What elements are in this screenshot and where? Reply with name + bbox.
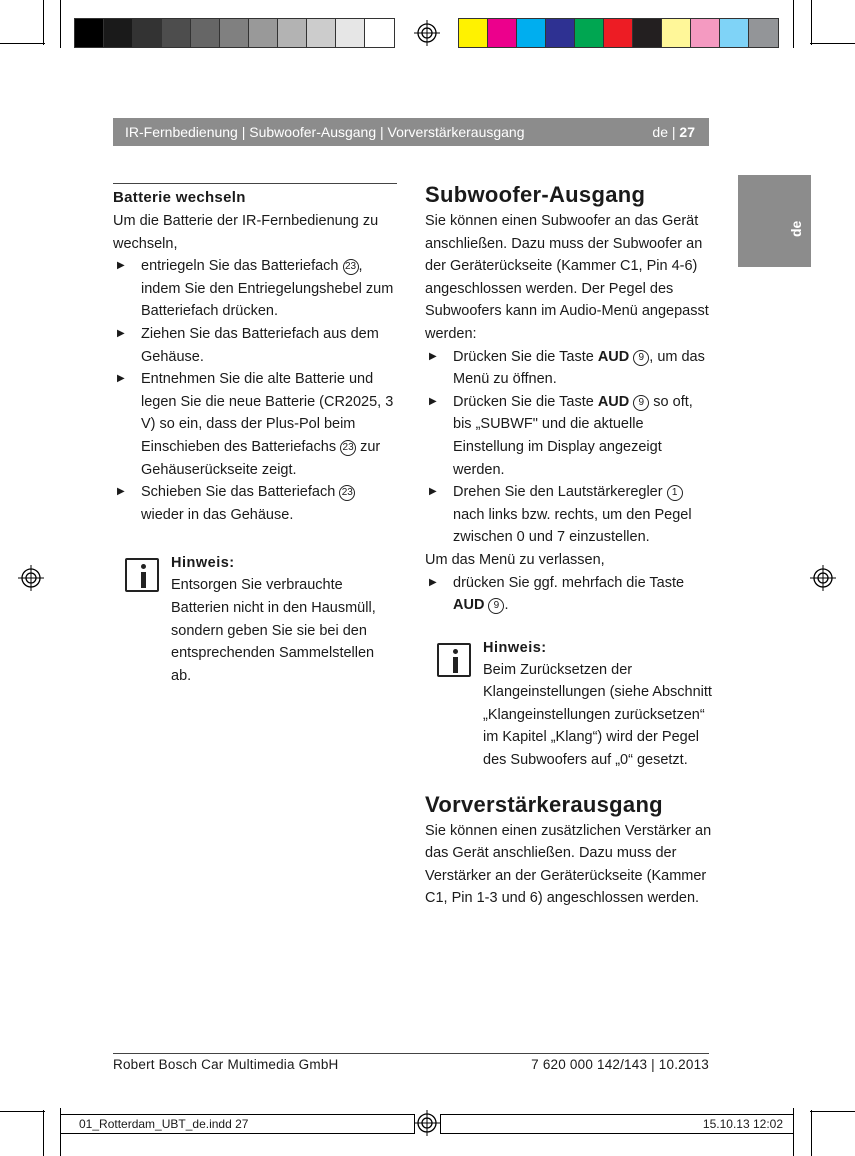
grayscale-bar bbox=[74, 18, 395, 48]
paragraph: Um die Batterie der IR-Fernbedienung zu wechseln, bbox=[113, 213, 379, 252]
color-swatch bbox=[575, 19, 604, 47]
slug-file-text: 01_Rotterdam_UBT_de.indd 27 bbox=[79, 1117, 249, 1131]
slug-date bbox=[440, 1114, 794, 1134]
color-swatch bbox=[220, 19, 249, 47]
paragraph: Sie können einen Subwoofer an das Gerät anschließen. Dazu muss der Subwoofer an der Geräterückseite (Kammer C1, Pin 4-6) angeschlossen werden. Der Pegel des Subwoofers kann im Audio-Menü angepasst werden: bbox=[425, 213, 709, 342]
callout-number: 9 bbox=[488, 598, 504, 614]
right-column bbox=[425, 180, 715, 910]
paragraph: Um das Menü zu verlassen, bbox=[425, 551, 605, 568]
color-bar bbox=[458, 18, 779, 48]
language-tab-label: de bbox=[788, 220, 804, 237]
crop-mark bbox=[0, 43, 45, 44]
color-swatch bbox=[278, 19, 307, 47]
info-icon bbox=[437, 643, 471, 677]
color-swatch bbox=[249, 19, 278, 47]
text: zur Gehäuserückseite zeigt. bbox=[141, 438, 381, 478]
color-swatch bbox=[336, 19, 365, 47]
color-swatch bbox=[720, 19, 749, 47]
color-swatch bbox=[517, 19, 546, 47]
language-tab bbox=[738, 175, 811, 267]
text: Drücken Sie die Taste bbox=[453, 393, 598, 410]
crop-mark bbox=[811, 0, 812, 45]
registration-mark-icon bbox=[414, 1110, 440, 1136]
page-footer bbox=[113, 1053, 709, 1072]
list-item bbox=[425, 572, 715, 617]
text: Drücken Sie die Taste bbox=[453, 348, 598, 365]
text: Entnehmen Sie die alte Batterie und legen Sie die neue Batterie (CR2025, 3 V) so ein, dass der Plus-Pol beim Einschieben des Batteriefachs bbox=[141, 371, 394, 455]
crop-mark bbox=[43, 1110, 44, 1156]
key-label: AUD bbox=[597, 348, 630, 365]
note-title: Hinweis: bbox=[171, 555, 235, 572]
text: entriegeln Sie das Batteriefach bbox=[141, 258, 343, 275]
slug-date-text: 15.10.13 12:02 bbox=[702, 1117, 783, 1131]
section-heading: Batterie wechseln bbox=[113, 189, 246, 206]
list-item bbox=[113, 255, 397, 323]
page-number: de | 27 bbox=[652, 124, 695, 140]
list-item bbox=[425, 346, 715, 391]
text: wieder in das Gehäuse. bbox=[141, 506, 294, 523]
text: . bbox=[504, 597, 509, 614]
header-page: 27 bbox=[679, 124, 695, 140]
text: Ziehen Sie das Batteriefach aus dem Gehäuse. bbox=[141, 325, 379, 365]
key-label: AUD bbox=[597, 393, 630, 410]
list-item bbox=[425, 391, 715, 481]
registration-mark-icon bbox=[810, 565, 836, 591]
callout-number: 23 bbox=[343, 259, 359, 275]
section-heading: Subwoofer-Ausgang bbox=[425, 182, 646, 207]
info-icon bbox=[125, 558, 159, 592]
color-swatch bbox=[162, 19, 191, 47]
color-swatch bbox=[488, 19, 517, 47]
list-item bbox=[113, 368, 397, 481]
color-swatch bbox=[633, 19, 662, 47]
note-box bbox=[113, 552, 397, 687]
page-header bbox=[113, 118, 709, 146]
color-swatch bbox=[307, 19, 336, 47]
text: so oft, bis „SUBWF" und die aktuelle Einstellung im Display angezeigt werden. bbox=[453, 393, 693, 478]
color-swatch bbox=[546, 19, 575, 47]
color-swatch bbox=[459, 19, 488, 47]
note-box bbox=[425, 637, 715, 772]
color-swatch bbox=[133, 19, 162, 47]
header-title: IR-Fernbedienung | Subwoofer-Ausgang | Vorverstärkerausgang bbox=[125, 124, 525, 140]
list-item bbox=[113, 481, 397, 526]
crop-mark bbox=[43, 0, 44, 45]
color-swatch bbox=[104, 19, 133, 47]
text: , um das Menü zu öffnen. bbox=[453, 348, 705, 388]
text: Drehen Sie den Lautstärkeregler bbox=[453, 484, 667, 501]
note-title: Hinweis: bbox=[483, 639, 547, 656]
callout-number: 9 bbox=[633, 395, 649, 411]
color-swatch bbox=[191, 19, 220, 47]
list-item bbox=[113, 323, 397, 368]
list-item bbox=[425, 481, 715, 549]
registration-mark-icon bbox=[18, 565, 44, 591]
note-text: Beim Zurücksetzen der Klangeinstellungen (siehe Abschnitt „Klangeinstellungen zurücksetzen“ im Kapitel „Klang“) wird der Pegel des Subwoofers auf „0“ gesetzt. bbox=[483, 661, 712, 769]
section-heading: Vorverstärkerausgang bbox=[425, 791, 663, 817]
note-text: Entsorgen Sie verbrauchte Batterien nicht in den Hausmüll, sondern geben Sie sie bei den entsprechenden Sammelstellen ab. bbox=[171, 577, 376, 684]
paragraph: Sie können einen zusätzlichen Verstärker an das Gerät anschließen. Dazu muss der Verstärker an der Geräterückseite (Kammer C1, Pin 1-3 und 6) angeschlossen werden. bbox=[425, 822, 712, 907]
color-swatch bbox=[604, 19, 633, 47]
callout-number: 23 bbox=[339, 485, 355, 501]
callout-number: 23 bbox=[340, 440, 356, 456]
registration-mark-icon bbox=[414, 20, 440, 46]
crop-mark bbox=[793, 0, 794, 48]
key-label: AUD bbox=[453, 597, 485, 614]
text: , indem Sie den Entriegelungshebel zum Batteriefach drücken. bbox=[141, 258, 394, 320]
text: nach links bzw. rechts, um den Pegel zwischen 0 und 7 einzustellen. bbox=[453, 506, 692, 546]
color-swatch bbox=[75, 19, 104, 47]
footer-docnumber: 7 620 000 142/143 | 10.2013 bbox=[531, 1057, 709, 1072]
color-swatch bbox=[749, 19, 778, 47]
text: drücken Sie ggf. mehrfach die Taste bbox=[453, 574, 685, 591]
color-swatch bbox=[662, 19, 691, 47]
header-lang: de bbox=[652, 124, 668, 140]
crop-mark bbox=[0, 1111, 45, 1112]
crop-mark bbox=[60, 0, 61, 48]
callout-number: 1 bbox=[667, 485, 683, 501]
crop-mark bbox=[810, 43, 855, 44]
slug-file bbox=[60, 1114, 415, 1134]
footer-company: Robert Bosch Car Multimedia GmbH bbox=[113, 1057, 339, 1072]
left-column bbox=[113, 183, 397, 687]
color-swatch bbox=[691, 19, 720, 47]
color-swatch bbox=[365, 19, 394, 47]
callout-number: 9 bbox=[633, 350, 649, 366]
crop-mark bbox=[810, 1111, 855, 1112]
text: Schieben Sie das Batteriefach bbox=[141, 484, 340, 501]
crop-mark bbox=[811, 1110, 812, 1156]
